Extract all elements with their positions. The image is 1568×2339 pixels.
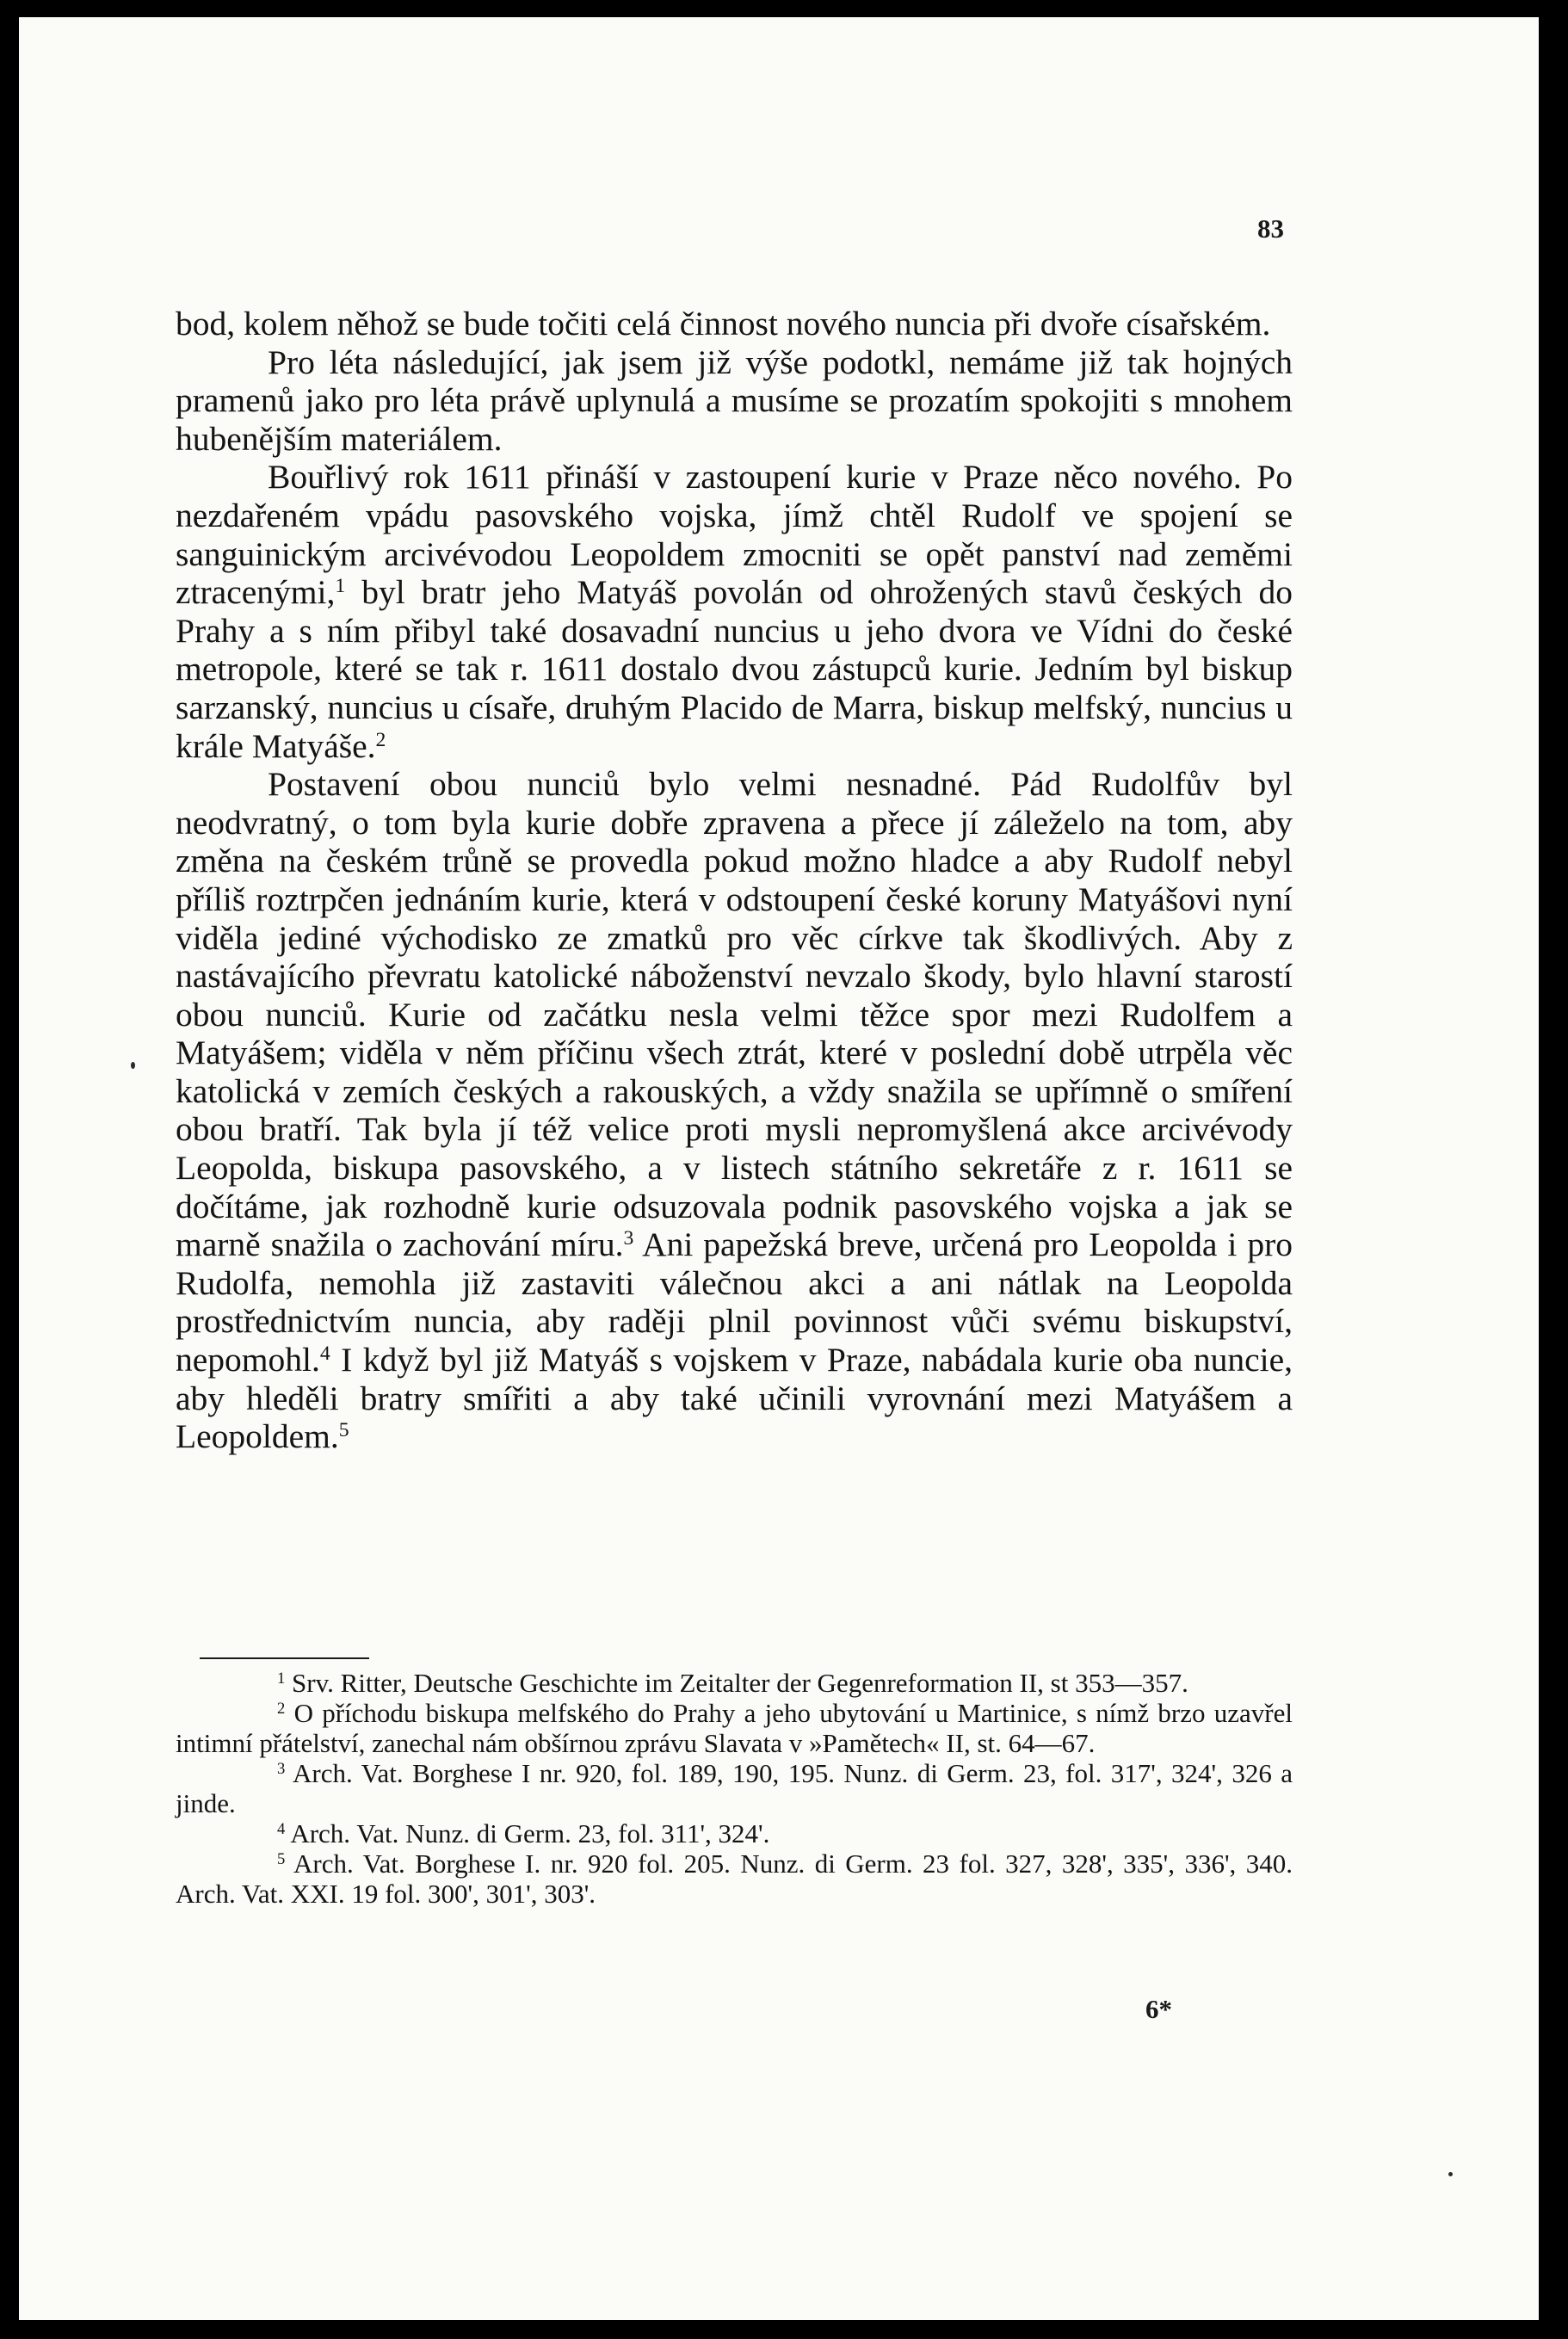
footnote-reference: 2: [375, 728, 386, 751]
body-text: [176, 305, 1293, 1456]
footnote-item: [176, 1848, 1293, 1909]
footnote-mark: 3: [277, 1759, 286, 1778]
footnote-text: Arch. Vat. Borghese I nr. 920, fol. 189, 190, 195. Nunz. di Germ. 23, fol. 317', 324', 326 a jinde.: [176, 1758, 1293, 1818]
footnote-divider: [200, 1657, 369, 1659]
paragraph-continuation: bod, kolem něhož se bude točiti celá činnost nového nuncia při dvoře císařském.: [176, 305, 1271, 343]
footnote-text: Arch. Vat. Nunz. di Germ. 23, fol. 311', 324'.: [285, 1818, 770, 1848]
footnote-mark: 1: [277, 1669, 286, 1688]
footnote-text: Srv. Ritter, Deutsche Geschichte im Zeitalter der Gegenreformation II, st 353—357.: [285, 1668, 1188, 1698]
page-sheet: [19, 17, 1539, 2320]
paragraph-nuncios-position: [176, 765, 1293, 1456]
footnote-mark: 4: [277, 1819, 286, 1838]
footnote-item: [176, 1668, 1293, 1698]
footnote-item: [176, 1818, 1293, 1848]
footnote-reference: 1: [335, 575, 346, 598]
page-number: 83: [1257, 213, 1284, 244]
footnote-text: O příchodu biskupa melfského do Prahy a jeho ubytování u Martinice, s nímž brzo uzavřel intimní přátelství, zanechal nám obšírnou zprávu Slavata v »Pamětech« II, st. 64—67.: [176, 1698, 1293, 1758]
paragraph-text-segment: Postavení obou nunciů bylo velmi nesnadné. Pád Rudolfův byl neodvratný, o tom byla kurie dobře zpravena a přece jí záleželo na tom, aby změna na českém trůně se provedla pokud možno hladce a aby Rudolf nebyl příliš roztrpčen jednáním kurie, která v odstoupení české koruny Matyášovi nyní viděla jediné východisko ze zmatků pro věc církve tak škodlivých. Aby z nastávajícího převratu katolické náboženství nevzalo škody, bylo hlavní starostí obou nunciů. Kurie od začátku nesla velmi těžce spor mezi Rudolfem a Matyášem; viděla v něm příčinu všech ztrát, které v poslední době utrpěla věc katolická v zemích českých a rakouských, a vždy snažila se upřímně o smíření obou bratří. Tak byla jí též velice proti mysli nepromyšlená akce arcivévody Leopolda, biskupa pasovského, a v listech státního sekretáře z r. 1611 se dočítáme, jak rozhodně kurie odsuzovala podnik pasovského vojska a jak se marně snažila o zachování míru.: [176, 765, 1293, 1264]
footnote-item: [176, 1698, 1293, 1758]
scan-speck: [131, 1062, 135, 1069]
paragraph-text-segment: Ani papežská breve, určená pro Leopolda i pro Rudolfa, nemohla již zastaviti válečnou akci a ani nátlak na Leopolda prostřednictvím nuncia, aby raději plnil povinnost vůči svému biskupství, nepomohl.: [176, 1225, 1293, 1379]
scan-speck: [1448, 2172, 1453, 2176]
footnote-reference: 5: [338, 1419, 349, 1442]
paragraph-text-segment: I když byl již Matyáš s vojskem v Praze, nabádala kurie oba nuncie, aby hleděli bratry smířiti a aby také učinili vyrovnání mezi Matyášem a Leopoldem.: [176, 1341, 1293, 1456]
paragraph-year-1611: [176, 458, 1293, 765]
footnote-mark: 5: [277, 1849, 286, 1868]
paragraph-text-segment: byl bratr jeho Matyáš povolán od ohrožených stavů českých do Prahy a s ním přibyl také dosavadní nuncius u jeho dvora ve Vídni do české metropole, které se tak r. 1611 dostalo dvou zástupců kurie. Jedním byl biskup sarzanský, nuncius u císaře, druhým Placido de Marra, biskup melfský, nuncius u krále Matyáše.: [176, 573, 1293, 765]
footnote-reference: 4: [319, 1342, 330, 1365]
paragraph-text-segment: Bouřlivý rok 1611 přináší v zastoupení kurie v Praze něco nového. Po nezdařeném vpádu pasovského vojska, jímž chtěl Rudolf ve spojení se sanguinickým arcivévodou Leopoldem zmocniti se opět panství nad zeměmi ztracenými,: [176, 458, 1293, 612]
footnote-reference: 3: [623, 1227, 634, 1250]
footnote-mark: 2: [277, 1699, 286, 1718]
signature-mark: 6*: [1145, 1994, 1172, 2024]
footnotes: [176, 1668, 1293, 1909]
footnote-text: Arch. Vat. Borghese I. nr. 920 fol. 205. Nunz. di Germ. 23 fol. 327, 328', 335', 336', 340. Arch. Vat. XXI. 19 fol. 300', 301', 303'.: [176, 1848, 1293, 1909]
footnote-item: [176, 1758, 1293, 1818]
paragraph-sources: Pro léta následující, jak jsem již výše podotkl, nemáme již tak hojných pramenů jako pro léta právě uplynulá a musíme se prozatím spokojiti s mnohem hubenějším materiálem.: [176, 343, 1293, 458]
